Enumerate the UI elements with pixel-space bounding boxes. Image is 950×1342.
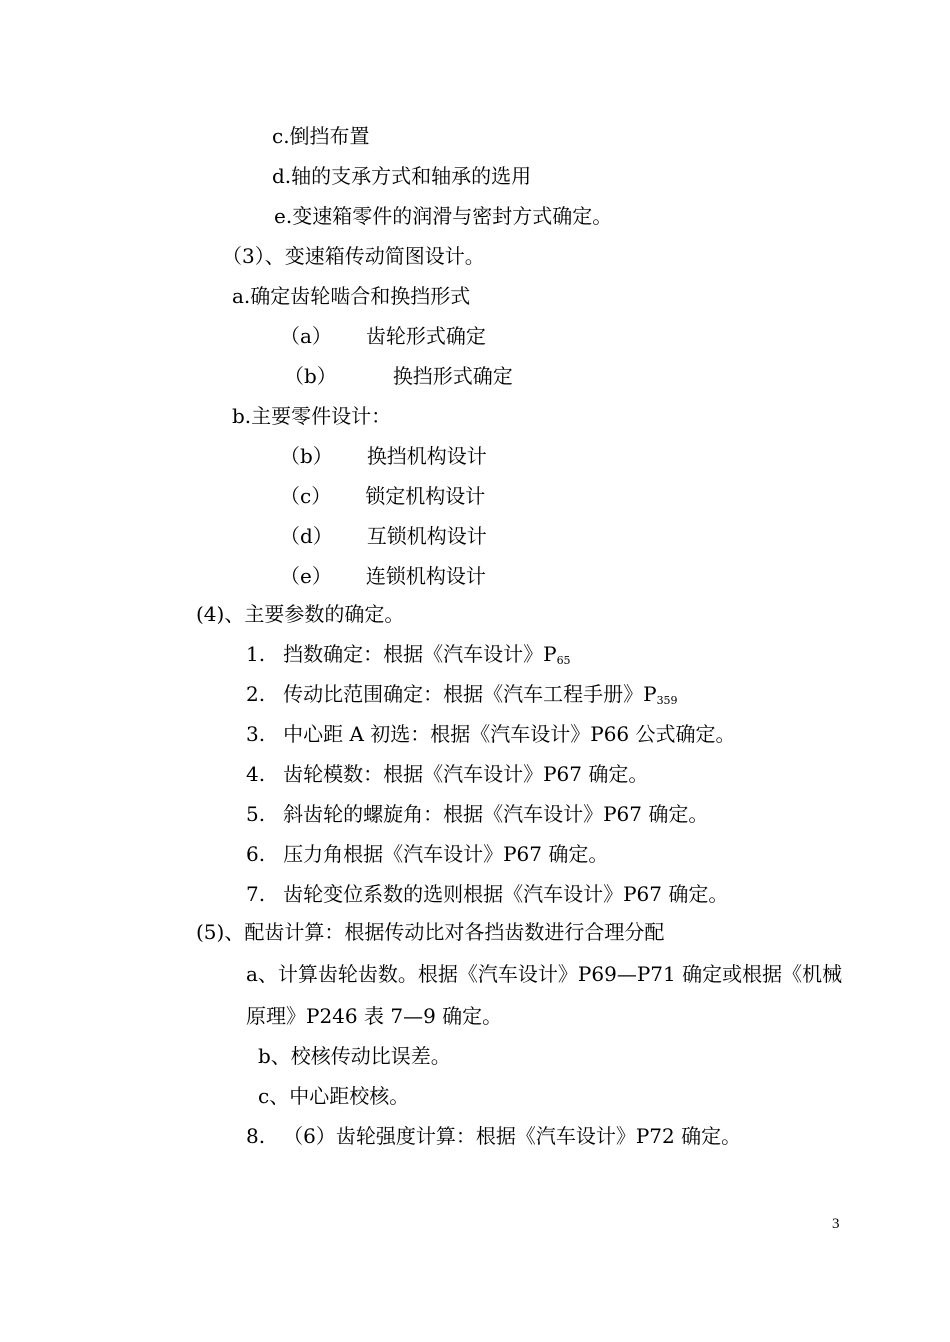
list-item: （c） 锁定机构设计: [280, 484, 486, 508]
numbered-item: 4. 齿轮模数：根据《汽车设计》P67 确定。: [246, 762, 649, 786]
list-item: （b） 换挡形式确定: [284, 364, 513, 388]
numbered-item: 5. 斜齿轮的螺旋角：根据《汽车设计》P67 确定。: [246, 802, 709, 826]
numbered-item: 6. 压力角根据《汽车设计》P67 确定。: [246, 842, 609, 866]
text-line: c.倒挡布置: [272, 124, 370, 148]
section-heading: (4)、主要参数的确定。: [196, 602, 405, 626]
numbered-item: 1. 挡数确定：根据《汽车设计》$P_{65}$: [246, 642, 571, 667]
list-item: （e） 连锁机构设计: [280, 564, 486, 588]
text-line: a.确定齿轮啮合和换挡形式: [232, 284, 471, 308]
text-line: a、计算齿轮齿数。根据《汽车设计》P69—P71 确定或根据《机械: [246, 962, 843, 986]
text-line: e.变速箱零件的润滑与密封方式确定。: [274, 204, 613, 228]
text-line: d.轴的支承方式和轴承的选用: [272, 164, 532, 188]
list-item: （a） 齿轮形式确定: [280, 324, 486, 348]
text-line: 原理》P246 表 7—9 确定。: [246, 1004, 503, 1028]
list-item: （b） 换挡机构设计: [280, 444, 487, 468]
numbered-item: 2. 传动比范围确定：根据《汽车工程手册》$P_{359}$: [246, 682, 678, 707]
numbered-item: 7. 齿轮变位系数的选则根据《汽车设计》P67 确定。: [246, 882, 729, 906]
section-heading: (5)、配齿计算：根据传动比对各挡齿数进行合理分配: [196, 920, 665, 944]
page-number: 3: [832, 1216, 840, 1232]
section-heading: （3）、变速箱传动简图设计。: [222, 244, 485, 268]
numbered-item: 3. 中心距 A 初选：根据《汽车设计》P66 公式确定。: [246, 722, 736, 746]
numbered-item: 8. （6）齿轮强度计算：根据《汽车设计》P72 确定。: [246, 1124, 742, 1148]
text-line: c、中心距校核。: [258, 1084, 410, 1108]
list-item: （d） 互锁机构设计: [280, 524, 487, 548]
text-line: b.主要零件设计：: [232, 404, 392, 428]
text-line: b、校核传动比误差。: [258, 1044, 451, 1068]
